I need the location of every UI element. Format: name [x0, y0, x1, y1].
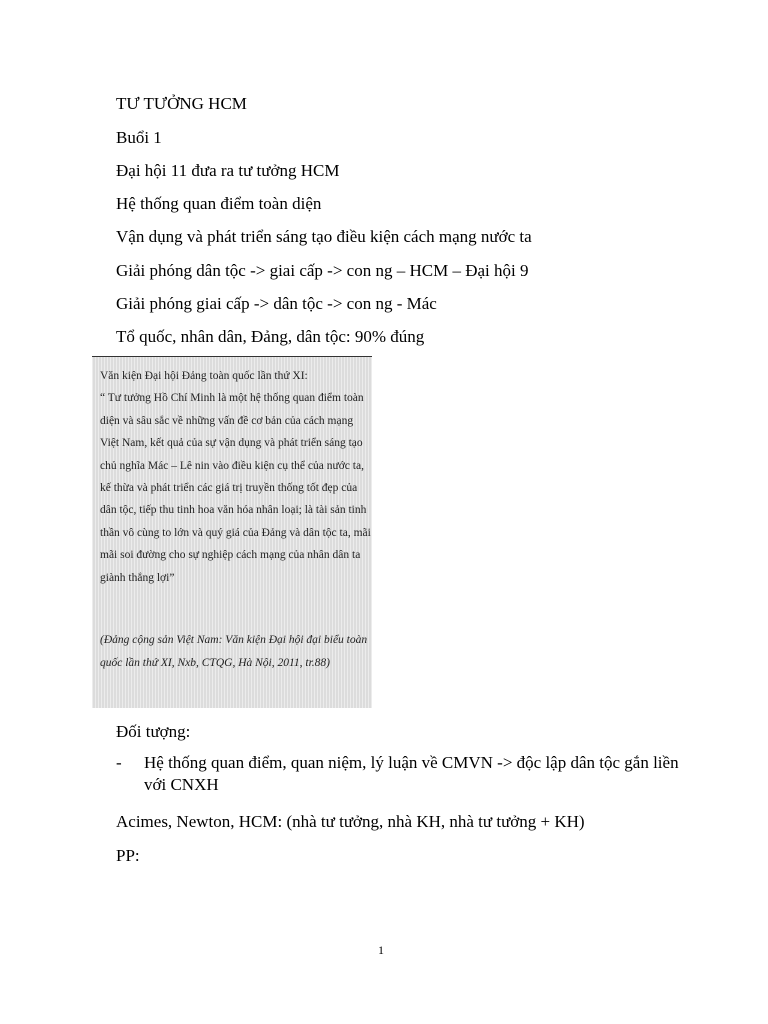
quote-title: Văn kiện Đại hội Đảng toàn quốc lần thứ XI: — [100, 370, 308, 382]
text-line-methods: PP: — [116, 846, 140, 865]
bullet-marker: - — [116, 753, 122, 772]
page-number: 1 — [378, 943, 384, 957]
quote-body: “ Tư tưởng Hồ Chí Minh là một hệ thống quan điểm toàn diện và sâu sắc về những vấn đề cơ bản của cách mạng Việt Nam, kết quả của sự vận dụng và phát triển sáng tạo chủ nghĩa Mác – Lê nin vào điều kiện cụ thể của nước ta, kế thừa và phát triển các giá trị truyền thống tốt đẹp của dân tộc, tiếp thu tinh hoa văn hóa nhân loại; là tài sản tinh thần vô cùng to lớn và quý giá của Đảng và dân tộc ta, mãi mãi soi đường cho sự nghiệp cách mạng của nhân dân ta giành thắng lợi” — [100, 392, 371, 584]
text-line-liberation-hcm: Giải phóng dân tộc -> giai cấp -> con ng – HCM – Đại hội 9 — [116, 261, 529, 280]
text-line-application: Vận dụng và phát triển sáng tạo điều kiện cách mạng nước ta — [116, 227, 532, 246]
document-heading: TƯ TƯỞNG HCM — [116, 94, 247, 113]
object-label: Đối tượng: — [116, 722, 191, 741]
quote-text — [100, 365, 372, 589]
bullet-text: Hệ thống quan điểm, quan niệm, lý luận về CMVN -> độc lập dân tộc gắn liền với CNXH — [144, 753, 679, 794]
text-line-liberation-marx: Giải phóng giai cấp -> dân tộc -> con ng - Mác — [116, 294, 437, 313]
text-line-thinkers: Acimes, Newton, HCM: (nhà tư tưởng, nhà KH, nhà tư tưởng + KH) — [116, 812, 585, 831]
quote-box — [92, 356, 372, 708]
quote-source: (Đảng cộng sản Việt Nam: Văn kiện Đại hội đại biểu toàn quốc lần thứ XI, Nxb, CTQG, Hà Nội, 2011, tr.88) — [100, 634, 368, 669]
text-line-fatherland: Tổ quốc, nhân dân, Đảng, dân tộc: 90% đúng — [116, 327, 425, 346]
text-line-congress: Đại hội 11 đưa ra tư tưởng HCM — [116, 161, 340, 180]
text-line-session: Buổi 1 — [116, 128, 162, 147]
text-line-system: Hệ thống quan điểm toàn diện — [116, 194, 322, 213]
